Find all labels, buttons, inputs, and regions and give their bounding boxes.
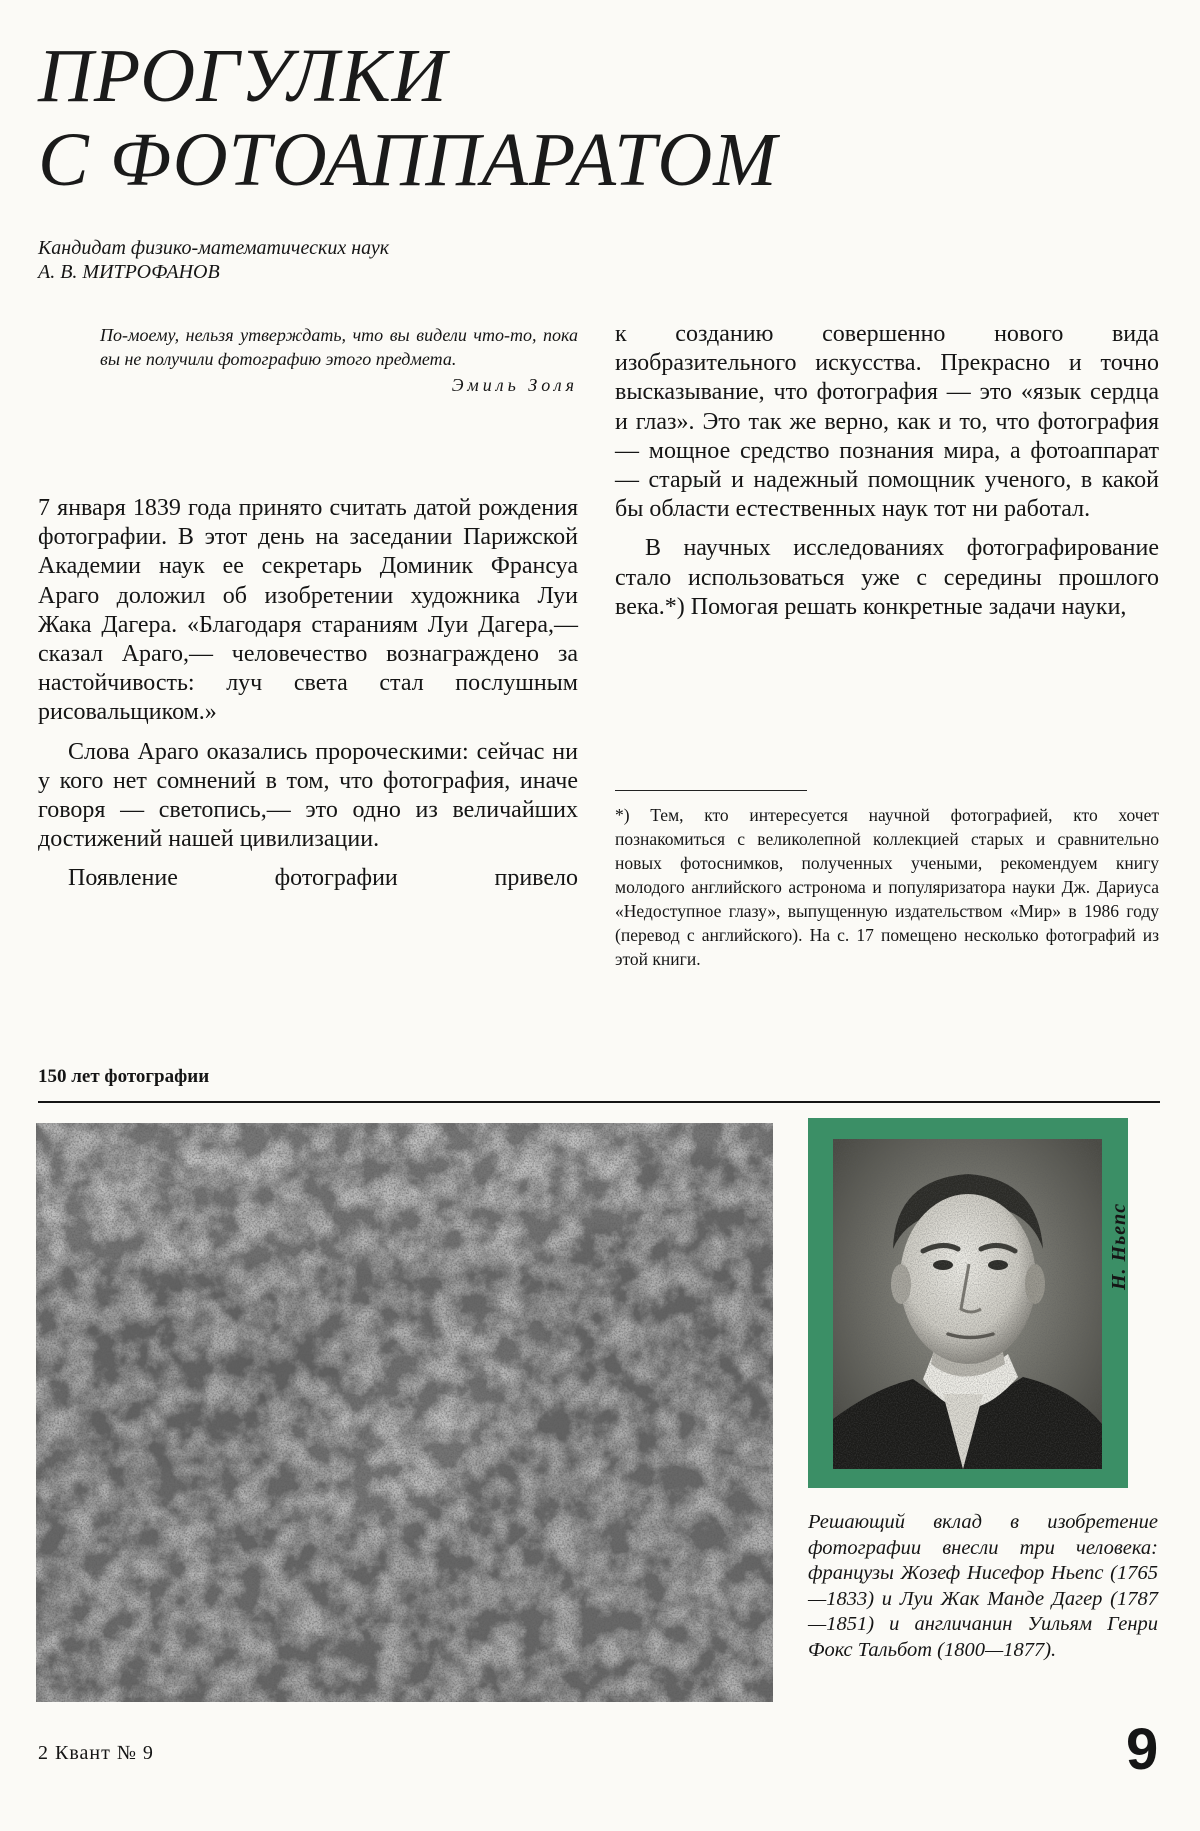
niepce-portrait	[833, 1139, 1102, 1469]
body-column-left	[38, 494, 578, 894]
footnote: *) Тем, кто интересуется научной фотографией, кто хочет познакомиться с великолепной коллекцией старых и сравнительно новых фотоснимков, полученных учеными, рекомендуем книгу молодого английского астронома и популяризатора науки Дж. Дариуса «Недоступное глазу», выпущенную издательством «Мир» в 1986 году (перевод с английского). На с. 17 помещено несколько фотографий из этой книги.	[615, 805, 1159, 969]
article-title	[38, 34, 858, 202]
author-name: А. В. МИТРОФАНОВ	[38, 261, 220, 283]
epigraph-text: По-моему, нельзя утверждать, что вы видели что-то, пока вы не получили фотографию этого предмета.	[100, 325, 578, 369]
portrait-label: Н. Ньепс	[1108, 1202, 1130, 1290]
footnote-divider	[615, 790, 807, 791]
author-block	[38, 236, 558, 284]
paragraph: Появление фотографии привело	[68, 865, 578, 892]
paragraph: к созданию совершенно нового вида изобразительного искусства. Прекрасно и точно высказывание, что фотография — это «язык сердца и глаз». Это так же верно, как и то, что фотография — мощное средство познания мира, а фотоаппарат — старый и надежный помощник ученого, в какой бы области естественных наук тот ни работал.	[615, 321, 1159, 523]
paragraph: В научных исследованиях фотографирование стало использоваться уже с середины прошлого века.*) Помогая решать конкретные задачи науки,	[615, 535, 1159, 620]
body-column-right	[615, 320, 1159, 622]
page-number: 9	[1126, 1717, 1159, 1782]
section-rubric: 150 лет фотографии	[38, 1066, 210, 1087]
paragraph: Слова Араго оказались пророческими: сейчас ни у кого нет сомнений в том, что фотография, иначе говоря — светопись,— это одно из величайших достижений нашей цивилизации.	[38, 738, 578, 853]
section-divider	[38, 1101, 1160, 1103]
epigraph	[100, 323, 578, 397]
title-line-1: ПРОГУЛКИ	[38, 34, 448, 118]
paragraph: 7 января 1839 года принято считать датой рождения фотографии. В этот день на заседании Парижской Академии наук ее секретарь Доминик Франсуа Араго доложил об изобретении художника Луи Жака Дагера. «Благодаря стараниям Луи Дагера,— сказал Араго,— человечество вознаграждено за настойчивость: луч света стал послушным рисовальщиком.»	[38, 495, 578, 726]
figure-caption: Решающий вклад в изобретение фотографии внесли три человека: французы Жозеф Нисефор Ньепс (1765—1833) и Луи Жак Манде Дагер (1787—1851) и англичанин Уильям Генри Фокс Тальбот (1800—1877).	[808, 1511, 1158, 1661]
title-line-2: С ФОТОАППАРАТОМ	[38, 118, 778, 202]
author-degree: Кандидат физико-математических наук	[38, 237, 390, 259]
epigraph-attribution: Эмиль Золя	[451, 375, 578, 395]
issue-label: 2 Квант № 9	[38, 1742, 154, 1764]
heliograph-photo	[36, 1123, 773, 1702]
